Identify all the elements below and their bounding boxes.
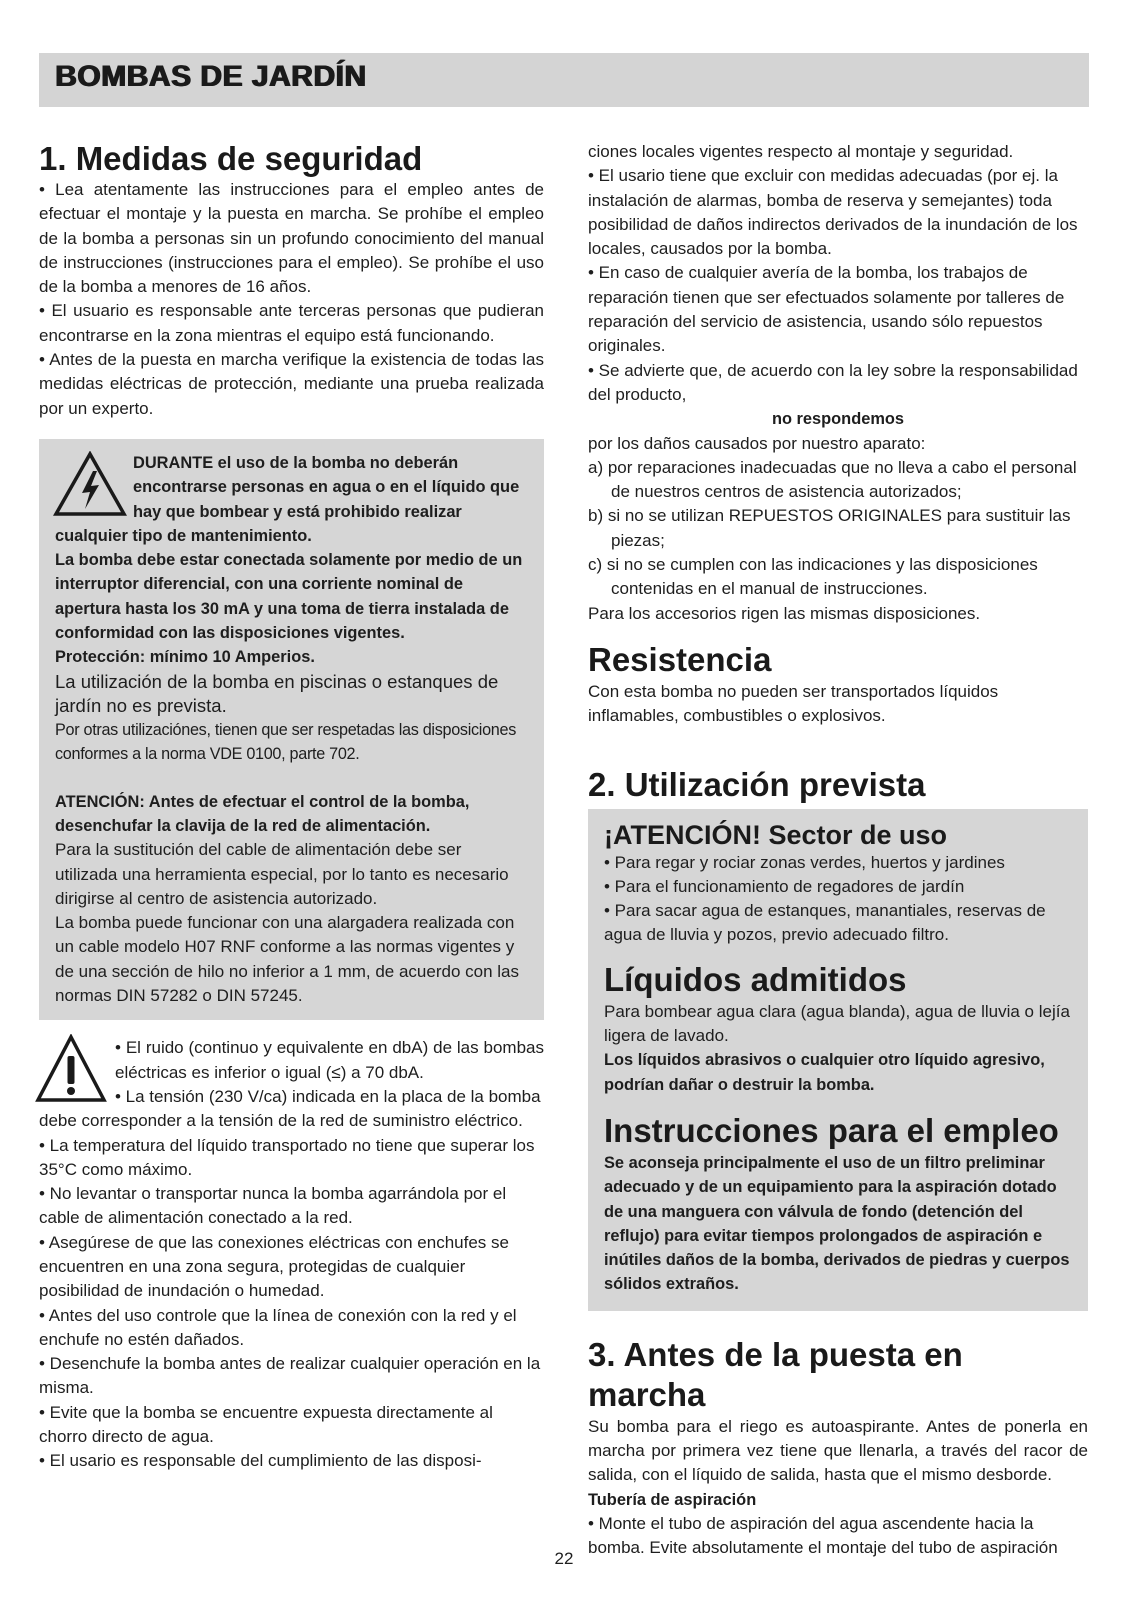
tuberia-text: • Monte el tubo de aspiración del agua ascendente hacia la bomba. Evite absolutamente el montaje del tubo de aspiración: [588, 1513, 1058, 1558]
section-3-text: Su bomba para el riego es autoaspirante. Antes de ponerla en marcha por primera vez tiene que llenarla, a través del racor de salida, con el líquido de salida, hasta que el mismo desborde.: [588, 1416, 1088, 1485]
linea-bullet: • Antes del uso controle que la línea de conexión con la red y el enchufe no estén dañados.: [39, 1305, 517, 1349]
safety-paragraph-3: • Antes de la puesta en marcha verifique la existencia de todas las medidas eléctricas de protección, mediante una prueba realizada por un experto.: [39, 350, 544, 418]
item-a: a) por reparaciones inadecuadas que no lleva a cabo el personal de nuestros centros de asistencia autorizados;: [588, 457, 1077, 502]
por-danos: por los daños causados por nuestro aparato:: [588, 433, 926, 453]
tension-bullet: • La tensión (230 V/ca) indicada en la placa de la bomba debe corresponder a la tensión de la red de suministro eléctrico.: [39, 1086, 541, 1131]
proteccion-note: Protección: mínimo 10 Amperios.: [55, 648, 315, 667]
ruido-bullet: • El ruido (continuo y equivalente en dbA) de las bombas eléctricas es inferior o igual (≤) a 70 dbA.: [115, 1038, 544, 1082]
averia-bullet: • En caso de cualquier avería de la bomba, los trabajos de reparación tienen que ser efectuados solamente por talleres de reparación del servicio de asistencia, usando sólo repuestos originales.: [588, 263, 1065, 356]
atencion-warning: ATENCIÓN: Antes de efectuar el control de la bomba, desenchufar la clavija de la red de alimentación.: [55, 792, 470, 835]
sector-item-2: • Para el funcionamiento de regadores de jardín: [604, 876, 965, 896]
left-column: [39, 140, 544, 1474]
header-band: [39, 53, 1089, 107]
exclamation-warning-icon: [35, 1034, 107, 1104]
tuberia-title: Tubería de aspiración: [588, 1490, 757, 1509]
safety-paragraph-2: • El usuario es responsable ante terceras personas que pudieran encontrarse en la zona mientras el equipo está funcionando.: [39, 301, 544, 345]
sustitucion-note: Para la sustitución del cable de alimentación debe ser utilizada una herramienta especial, por lo tanto es necesario dirigirse al centro de asistencia autorizado.: [55, 840, 509, 908]
sector-item-3: • Para sacar agua de estanques, manantiales, reservas de agua de lluvia y pozos, previo adecuado filtro.: [604, 901, 1046, 945]
usario-bullet: • El usario es responsable del cumplimiento de las disposi-: [39, 1451, 482, 1471]
sector-title: ¡ATENCIÓN! Sector de uso: [604, 819, 948, 850]
liquidos-text: Para bombear agua clara (agua blanda), agua de lluvia o lejía ligera de lavado.: [604, 1001, 1070, 1046]
no-respondemos: no respondemos: [771, 410, 905, 429]
liquidos-warning: Los líquidos abrasivos o cualquier otro líquido agresivo, podrían dañar o destruir la bomba.: [604, 1051, 1045, 1094]
instrucciones-text: Se aconseja principalmente el uso de un filtro preliminar adecuado y de un equipamiento para la aspiración dotado de una manguera con válvula de fondo (detención del reflujo) para evitar tiempos prolongados de aspiración e inútiles daños de la bomba, derivados de piedras y cuerpos sólidos extraños.: [604, 1153, 1070, 1294]
liquidos-title: Líquidos admitidos: [604, 960, 907, 998]
desenchufe-bullet: • Desenchufe la bomba antes de realizar cualquier operación en la misma.: [39, 1354, 541, 1398]
otras-utilizaciones-note: Por otras utilizaciónes, tienen que ser respetadas las disposiciones conformes a la norma VDE 0100, parte 702.: [55, 720, 516, 763]
page-number: 22: [554, 1549, 574, 1568]
safety-paragraph-1: • Lea atentamente las instrucciones para el empleo antes de efectuar el montaje y la puesta en marcha. Se prohíbe el empleo de la bomba a personas sin un profundo conocimiento del manual de instrucciones (instrucciones para el empleo). Se prohíbe el uso de la bomba a menores de 16 años.: [39, 180, 544, 297]
electrical-warning-box: [39, 439, 544, 1020]
resistencia-text: Con esta bomba no pueden ser transportados líquidos inflamables, combustibles o explosivos.: [588, 681, 999, 726]
section-2-title: 2. Utilización prevista: [588, 765, 926, 803]
advierte-bullet: • Se advierte que, de acuerdo con la ley sobre la responsabilidad del producto,: [588, 360, 1078, 404]
alargadera-note: La bomba puede funcionar con una alargadera realizada con un cable modelo H07 RNF conforme a las normas vigentes y de una sección de hilo no inferior a 1 mm, de acuerdo con las normas DIN 57282 o DIN 57245.: [55, 913, 519, 1006]
right-column: [588, 140, 1088, 1560]
accesorios-note: Para los accesorios rigen las mismas disposiciones.: [588, 603, 981, 623]
resistencia-title: Resistencia: [588, 640, 772, 678]
durante-warning: DURANTE el uso de la bomba no deberán encontrarse personas en agua o en el líquido que hay que bombear y está prohibido realizar cualquier tipo de mantenimiento.: [55, 453, 520, 545]
levantar-bullet: • No levantar o transportar nunca la bomba agarrándola por el cable de alimentación conectado a la red.: [39, 1184, 507, 1228]
conexiones-bullet: • Asegúrese de que las conexiones eléctricas con enchufes se encuentren en una zona segura, protegidas de cualquier posibilidad de inundación o humedad.: [39, 1232, 509, 1301]
sector-item-1: • Para regar y rociar zonas verdes, huertos y jardines: [604, 852, 1005, 872]
chorro-bullet: • Evite que la bomba se encuentre expuesta directamente al chorro directo de agua.: [39, 1402, 493, 1447]
piscinas-note: La utilización de la bomba en piscinas o estanques de jardín no es prevista.: [55, 670, 499, 716]
utilizacion-box: [588, 809, 1088, 1311]
section-1-title: 1. Medidas de seguridad: [39, 140, 423, 177]
continued-text: ciones locales vigentes respecto al montaje y seguridad.: [588, 142, 1014, 161]
excluir-bullet: • El usario tiene que excluir con medidas adecuadas (por ej. la instalación de alarmas, bomba de reserva y semejantes) toda posibilidad de daños indirectos derivados de la inundación de los locales, causados por la bomba.: [588, 166, 1078, 259]
general-warning-block: [39, 1036, 544, 1473]
conexion-warning: La bomba debe estar conectada solamente por medio de un interruptor diferencial, con una corriente nominal de apertura hasta los 30 mA y una toma de tierra instalada de conformidad con las disposiciones vigentes.: [55, 551, 523, 643]
electric-hazard-icon: [53, 451, 127, 517]
section-3-title: 3. Antes de la puesta en marcha: [588, 1335, 963, 1413]
item-b: b) si no se utilizan REPUESTOS ORIGINALES para sustituir las piezas;: [588, 506, 1071, 550]
page-title: BOMBAS DE JARDÍN: [55, 60, 367, 93]
temperatura-bullet: • La temperatura del líquido transportado no tiene que superar los 35°C como máximo.: [39, 1135, 535, 1179]
instrucciones-title: Instrucciones para el empleo: [604, 1111, 1059, 1149]
item-c: c) si no se cumplen con las indicaciones y las disposiciones contenidas en el manual de instrucciones.: [588, 555, 1038, 599]
